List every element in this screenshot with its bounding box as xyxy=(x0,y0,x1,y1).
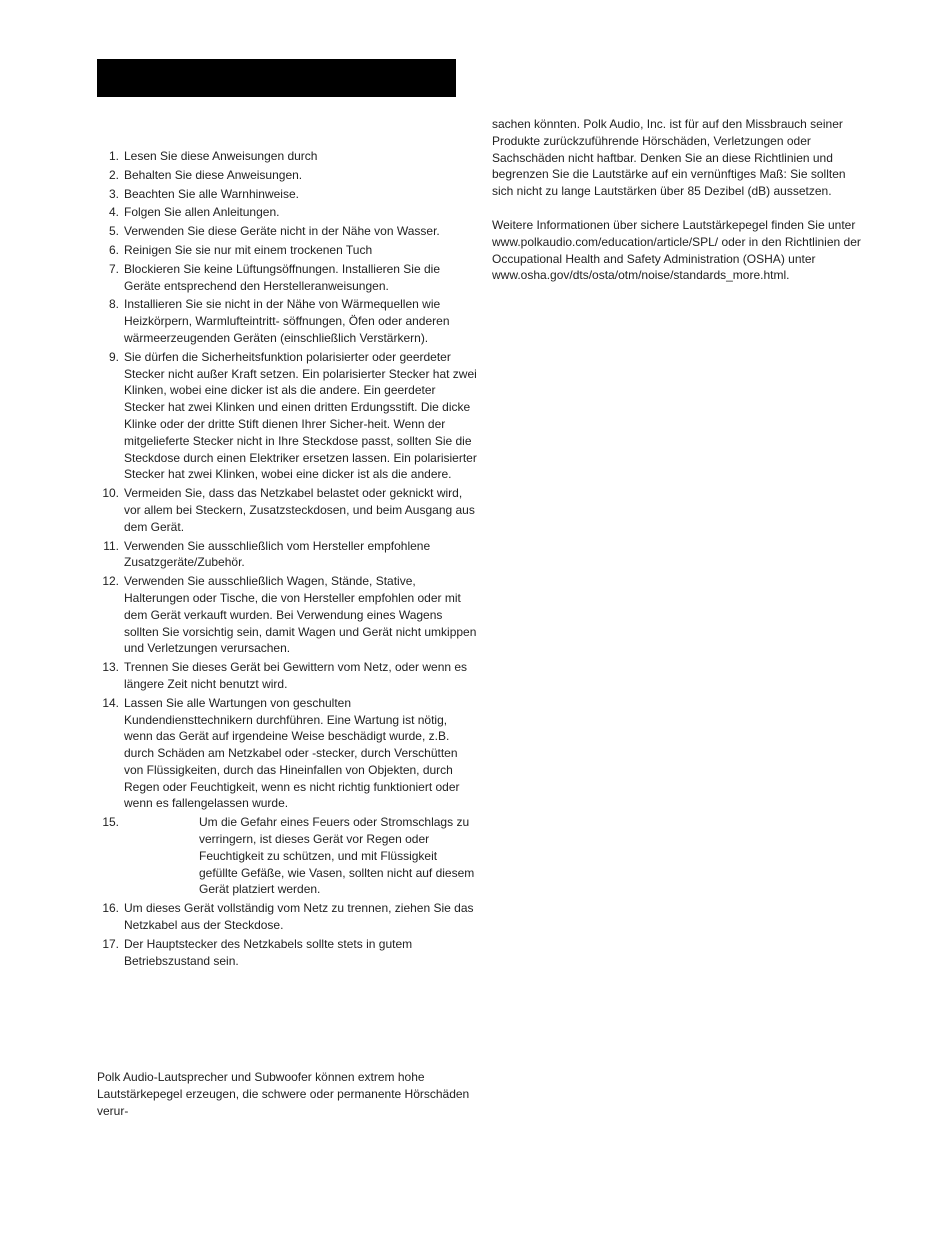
list-item xyxy=(97,695,477,813)
item-text: Verwenden Sie diese Geräte nicht in der Nähe von Wasser. xyxy=(124,224,440,239)
item-number: 16. xyxy=(102,901,119,916)
item-text: Lassen Sie alle Wartungen von geschulten Kundendiensttechnikern durchführen. Eine Wartung ist nötig, wenn das Gerät auf irgendeine Weise beschädigt wurde, z.B. durch Schäden am Netzkabel oder -stecker, durch Verschütten von Flüssigkeiten, durch das Hineinfallen von Objekten, durch Regen oder Feuchtigkeit, wenn es nicht richtig funktioniert oder wenn es fallengelassen wurde. xyxy=(124,695,460,811)
list-item xyxy=(97,148,477,165)
list-item xyxy=(97,261,477,295)
item-number: 17. xyxy=(102,936,119,951)
list-item xyxy=(97,167,477,184)
item-text: Beachten Sie alle Warnhinweise. xyxy=(124,186,299,201)
item-text: Folgen Sie allen Anleitungen. xyxy=(124,205,280,220)
item-number: 7. xyxy=(108,261,119,276)
list-item xyxy=(97,659,477,693)
list-item xyxy=(97,814,477,898)
instructions-list xyxy=(97,148,477,969)
right-column xyxy=(492,116,862,301)
more-info-paragraph: Weitere Informationen über sichere Lautstärkepegel finden Sie unter www.polkaudio.com/education/article/SPL/ oder in den Richtlinien der Occupational Health and Safety Administration (OSHA) unter www.osha.gov/dts/osta/otm/noise/standards_more.html. xyxy=(492,217,861,283)
item-text: Lesen Sie diese Anweisungen durch xyxy=(124,149,318,163)
item-number: 5. xyxy=(108,224,119,239)
list-item xyxy=(97,204,477,221)
item-text: Behalten Sie diese Anweisungen. xyxy=(124,167,303,182)
item-number: 10. xyxy=(102,486,119,501)
item-text: Vermeiden Sie, dass das Netzkabel belastet oder geknickt wird, vor allem bei Steckern, Zusatzsteckdosen, und beim Ausgang aus dem Gerät. xyxy=(124,486,475,534)
item-number: 11. xyxy=(103,538,119,553)
item-number: 1. xyxy=(108,149,119,163)
item-number: 12. xyxy=(102,574,119,589)
item-text: Blockieren Sie keine Lüftungsöffnungen. Installieren Sie die Geräte entsprechend den Herstelleranweisungen. xyxy=(124,261,440,293)
hearing-warning-paragraph: Polk Audio-Lautsprecher und Subwoofer können extrem hohe Lautstärkepegel erzeugen, die schwere oder permanente Hörschäden verur- xyxy=(97,1070,470,1118)
header-bar xyxy=(97,59,456,97)
item-number: 2. xyxy=(108,167,119,182)
item-number: 6. xyxy=(108,242,119,257)
item-number: 14. xyxy=(102,695,119,710)
instructions-column xyxy=(97,148,477,971)
list-item xyxy=(97,573,477,657)
list-item xyxy=(97,936,477,970)
list-item xyxy=(97,242,477,259)
item-text: Verwenden Sie ausschließlich Wagen, Stände, Stative, Halterungen oder Tische, die von Hersteller empfohlen oder mit dem Gerät verkauft wurden. Bei Verwendung eines Wagens sollten Sie vorsichtig sein, damit Wagen und Gerät nicht umkippen und Verletzungen verursachen. xyxy=(124,574,477,656)
item-text: Trennen Sie dieses Gerät bei Gewittern vom Netz, oder wenn es längere Zeit nicht benutzt wird. xyxy=(124,660,468,691)
item-text: Verwenden Sie ausschließlich vom Hersteller empfohlene Zusatzgeräte/Zubehör. xyxy=(124,538,431,570)
list-item xyxy=(97,186,477,203)
item-number: 3. xyxy=(108,186,119,201)
liability-paragraph: sachen könnten. Polk Audio, Inc. ist für auf den Missbrauch seiner Produkte zurückzuführende Hörschäden, Verletzungen oder Sachschäden nicht haftbar. Denken Sie an diese Richtlinien und begrenzen Sie die Lautstärke auf ein vernünftiges Maß: Sie sollten sich nicht zu lange Lautstärken über 85 Dezibel (dB) aussetzen. xyxy=(492,117,846,199)
list-item xyxy=(97,538,477,572)
item-number: 13. xyxy=(102,660,119,675)
list-item xyxy=(97,223,477,240)
item-number: 4. xyxy=(108,205,119,220)
item-number: 15. xyxy=(102,815,119,830)
item-text: Um dieses Gerät vollständig vom Netz zu trennen, ziehen Sie das Netzkabel aus der Steckdose. xyxy=(124,901,474,933)
item-text: Reinigen Sie sie nur mit einem trockenen Tuch xyxy=(124,242,373,257)
item-text: Der Hauptstecker des Netzkabels sollte stets in gutem Betriebszustand sein. xyxy=(124,936,413,968)
list-item xyxy=(97,349,477,483)
item-number: 8. xyxy=(108,297,119,312)
list-item xyxy=(97,900,477,934)
item-number: 9. xyxy=(108,349,119,364)
list-item xyxy=(97,485,477,535)
list-item xyxy=(97,296,477,346)
item-text: Installieren Sie sie nicht in der Nähe von Wärmequellen wie Heizkörpern, Warmlufteintritt- söffnungen, Öfen oder anderen wärmeerzeugenden Geräten (einschließlich Verstärkern). xyxy=(124,297,450,345)
item-text: Sie dürfen die Sicherheitsfunktion polarisierter oder geerdeter Stecker nicht außer Kraft setzen. Ein polarisierter Stecker hat zwei Klinken, wobei eine dicker ist als die andere. Ein geerdeter Stecker hat zwei Klinken und einen dritten Erdungsstift. Die dicke Klinke oder der dritte Stift dienen Ihrer Sicher-heit. Wenn der mitgelieferte Stecker nicht in Ihre Steckdose passt, sollten Sie die Steckdose durch einen Elektriker ersetzen lassen. Ein polarisierter Stecker hat zwei Klinken, wobei eine dicker ist als die andere. xyxy=(124,349,477,482)
item-text: Um die Gefahr eines Feuers oder Stromschlags zu verringern, ist dieses Gerät vor Regen oder Feuchtigkeit zu schützen, und mit Flüssigkeit gefüllte Gefäße, wie Vasen, sollten nicht auf diesem Gerät platziert werden. xyxy=(199,815,475,897)
